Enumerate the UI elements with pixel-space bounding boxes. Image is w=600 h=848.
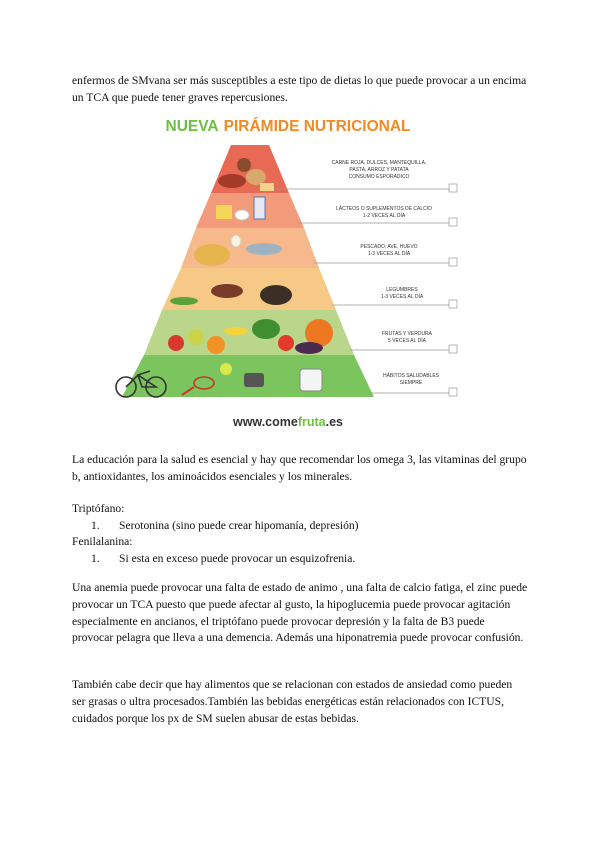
sweets-icon bbox=[246, 169, 266, 185]
level-2-label-line1: LÁCTEOS O SUPLEMENTOS DE CALCIO bbox=[335, 206, 433, 212]
beans-bowl-icon bbox=[211, 284, 243, 298]
fish-icon bbox=[246, 243, 282, 255]
pyramid-title-part2: PIRÁMIDE NUTRICIONAL bbox=[223, 118, 411, 135]
website-highlight: fruta bbox=[297, 415, 326, 429]
pyramid-website bbox=[232, 415, 343, 429]
list-item bbox=[72, 518, 528, 535]
level-6-label-line2: SIEMPRE bbox=[399, 380, 423, 386]
tennis-ball-icon bbox=[220, 363, 232, 375]
level-5-label-line1: FRUTAS Y VERDURA bbox=[381, 331, 433, 337]
website-suffix: .es bbox=[325, 415, 344, 429]
cheese-icon bbox=[216, 205, 232, 219]
website-prefix: www.come bbox=[232, 415, 298, 429]
list-item-text: Si esta en exceso puede provocar un esquizofrenia. bbox=[119, 551, 356, 565]
level-1-label-line3: CONSUMO ESPORÁDICO bbox=[348, 174, 410, 180]
eggplant-icon bbox=[295, 342, 323, 354]
ansiedad-paragraph: También cabe decir que hay alimentos que se relacionan con estados de ansiedad como pueden ser grasas o ultra procesados.También las bebidas energéticas están relacionados con ICTUS, cuidados porque los px de SM suelen abusar de estas bebidas. bbox=[72, 678, 513, 725]
anemia-paragraph: Una anemia puede provocar una falta de estado de animo , una falta de calcio fatiga, el zinc puede provocar un TCA puesto que puede afectar al gusto, la hipoglucemia puede provocar agitación especialmente en ancianos, el triptófano puede provocar depresión y la falta de B3 puede provocar pelagra que lleva a una demencia. Además una hiponatremia puede provocar confusión. bbox=[72, 581, 528, 645]
list-item bbox=[72, 551, 528, 568]
list-item-number: 1. bbox=[91, 518, 100, 532]
orange-icon bbox=[207, 336, 225, 354]
lentils-icon bbox=[260, 285, 292, 305]
level-4-label-line1: LEGUMBRES bbox=[386, 287, 418, 293]
yogurt-icon bbox=[235, 210, 249, 220]
pyramid-title-part1: NUEVA bbox=[165, 118, 219, 135]
pear-icon bbox=[188, 329, 204, 345]
egg-icon bbox=[231, 235, 241, 247]
education-paragraph: La educación para la salud es esencial y hay que recomendar los omega 3, las vitaminas del grupo b, antioxidantes, los aminoácidos esenciales y los minerales. bbox=[72, 453, 527, 483]
amino-list bbox=[72, 501, 528, 567]
level-6-label-line1: HÁBITOS SALUDABLES bbox=[382, 373, 440, 379]
chicken-icon bbox=[194, 244, 230, 266]
fenilalanina-heading: Fenilalanina: bbox=[72, 535, 133, 548]
triptofano-heading: Triptófano: bbox=[72, 502, 125, 515]
banana-icon bbox=[224, 327, 248, 335]
meat-icon bbox=[218, 174, 246, 188]
level-1-label-line2: PASTA, ARROZ Y PATATA bbox=[349, 167, 409, 173]
intro-paragraph: enfermos de SMvana ser más susceptibles a este tipo de dietas lo que puede provocar a un encima un TCA que puede tener graves repercusiones. bbox=[72, 74, 527, 104]
peas-icon bbox=[170, 297, 198, 305]
level-3-label-line2: 1-3 VECES AL DÍA bbox=[367, 251, 411, 257]
broccoli-icon bbox=[252, 319, 280, 339]
pyramid-figure bbox=[104, 105, 472, 435]
milk-carton-icon bbox=[254, 197, 265, 219]
scale-icon bbox=[300, 369, 322, 391]
level-2-label-line2: 1-2 VECES AL DÍA bbox=[362, 213, 406, 219]
level-3-label-line1: PESCADO, AVE, HUEVO bbox=[360, 244, 418, 250]
list-item-number: 1. bbox=[91, 551, 100, 565]
list-item-text: Serotonina (sino puede crear hipomanía, depresión) bbox=[119, 518, 359, 532]
apple-icon bbox=[168, 335, 184, 351]
pyramid-level-2-band bbox=[196, 193, 304, 228]
level-4-label-line2: 1-3 VECES AL DÍA bbox=[380, 294, 424, 300]
tomato-icon bbox=[278, 335, 294, 351]
pasta-icon bbox=[260, 183, 274, 191]
cake-icon bbox=[237, 158, 251, 172]
level-1-label-line1: CARNE ROJA, DULCES, MANTEQUILLA, bbox=[331, 160, 427, 166]
skate-icon bbox=[244, 373, 264, 387]
pyramid-title bbox=[166, 118, 411, 135]
level-5-label-line2: 5 VECES AL DÍA bbox=[388, 338, 426, 344]
